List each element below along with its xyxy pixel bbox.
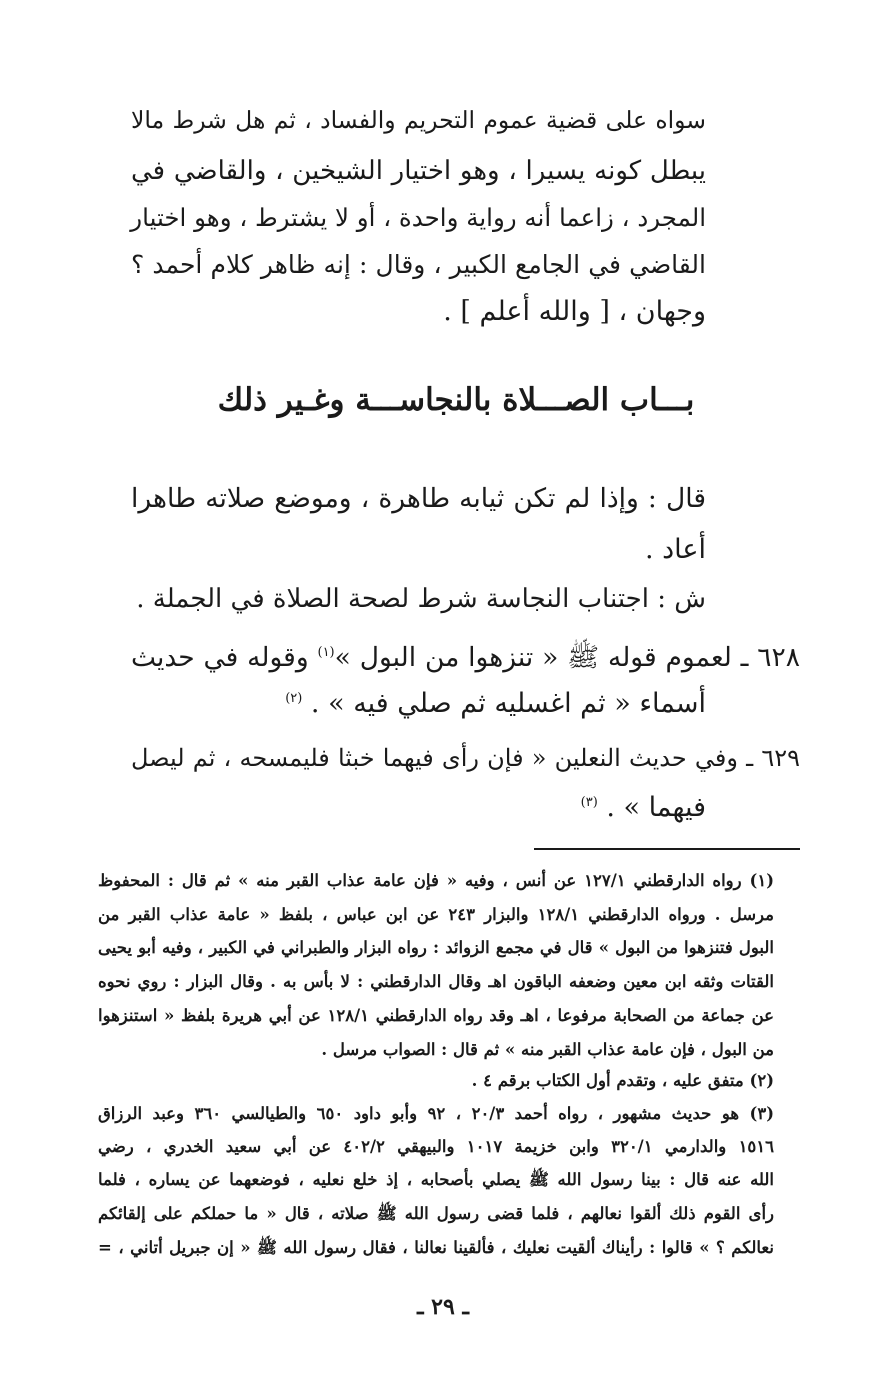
footnote-line: ١٥١٦ والدارمي ٣٢٠/١ وابن خزيمة ١٠١٧ والبيهقي ٤٠٢/٢ عن أبي سعيد الخدري ، رضي — [98, 1137, 775, 1156]
intro-line: القاضي في الجامع الكبير ، وقال : إنه ظاهر كلام أحمد ؟ — [131, 250, 706, 279]
footnote-separator — [534, 848, 800, 850]
footnote-line: البول فتنزهوا من البول » قال في مجمع الزوائد : رواه البزار والطبراني في الكبير ، وفيه أبو يحيى — [98, 938, 774, 957]
footnote-line: من البول ، فإن عامة عذاب القبر منه » ثم قال : الصواب مرسل . — [321, 1040, 774, 1059]
hadith-629-line — [131, 792, 706, 823]
hadith-628-text: وقوله في حديث — [131, 642, 318, 673]
footnote-line: نعالكم ؟ » قالوا : رأيناك ألقيت نعليك ، فألقينا نعالنا ، فقال رسول الله ﷺ « إن جبريل أتاني ، = — [98, 1238, 774, 1257]
hadith-628-text: ٦٢٨ ـ لعموم قوله ﷺ « تنزهوا من البول » — [334, 642, 800, 673]
footnote-line: (٢) متفق عليه ، وتقدم أول الكتاب برقم ٤ . — [471, 1071, 774, 1090]
hadith-628-line — [131, 688, 706, 719]
intro-line: المجرد ، زاعما أنه رواية واحدة ، أو لا يشترط ، وهو اختيار — [130, 203, 706, 232]
page-number: ـ ٢٩ ـ — [417, 1294, 469, 1320]
hadith-628-line — [131, 642, 800, 680]
qala-line: قال : وإذا لم تكن ثيابه طاهرة ، وموضع صلاته طاهرا — [131, 483, 706, 514]
footnote-marker: (٢) — [285, 691, 303, 706]
section-heading: بـــاب الصـــلاة بالنجاســـة وغـير ذلك — [217, 382, 695, 418]
hadith-628-text: أسماء « ثم اغسليه ثم صلي فيه » . — [310, 688, 706, 719]
footnote-line: (١) رواه الدارقطني ١٢٧/١ عن أنس ، وفيه « فإن عامة عذاب القبر منه » ثم قال : المحفوظ — [98, 871, 774, 890]
intro-line: سواه على قضية عموم التحريم والفساد ، ثم هل شرط مالا — [131, 106, 706, 134]
hadith-629-text: فيهما » . — [606, 792, 706, 823]
footnote-line: الله عنه قال : بينا رسول الله ﷺ يصلي بأصحابه ، إذ خلع نعليه ، فوضعهما عن يساره ، فلما — [98, 1170, 774, 1189]
footnote-marker: (٣) — [580, 795, 598, 810]
intro-line: وجهان ، [ والله أعلم ] . — [443, 296, 706, 327]
footnote-line: القتات وثقه ابن معين وضعفه الباقون اهـ وقال الدارقطني : لا بأس به . وقال البزار : روي نحوه — [98, 972, 774, 991]
footnote-line: رأى القوم ذلك ألقوا نعالهم ، فلما قضى رسول الله ﷺ صلاته ، قال « ما حملكم على إلقائكم — [98, 1204, 774, 1223]
footnote-marker: (١) — [317, 645, 335, 661]
footnote-line: (٣) هو حديث مشهور ، رواه أحمد ٢٠/٣ ، ٩٢ وأبو داود ٦٥٠ والطيالسي ٣٦٠ وعبد الرزاق — [98, 1104, 775, 1123]
hadith-629-line: ٦٢٩ ـ وفي حديث النعلين « فإن رأى فيهما خبثا فليمسحه ، ثم ليصل — [131, 744, 800, 772]
intro-line: يبطل كونه يسيرا ، وهو اختيار الشيخين ، والقاضي في — [131, 156, 706, 186]
footnote-line: عن جماعة من الصحابة مرفوعا ، اهـ وقد رواه الدارقطني ١٢٨/١ عن أبي هريرة بلفظ « استنزهوا — [98, 1006, 774, 1025]
footnote-line: مرسل . ورواه الدارقطني ١٢٨/١ والبزار ٢٤٣ عن ابن عباس ، بلفظ « عامة عذاب القبر من — [98, 905, 774, 924]
sharh-line: ش : اجتناب النجاسة شرط لصحة الصلاة في الجملة . — [136, 584, 706, 614]
qala-line: أعاد . — [644, 534, 706, 565]
